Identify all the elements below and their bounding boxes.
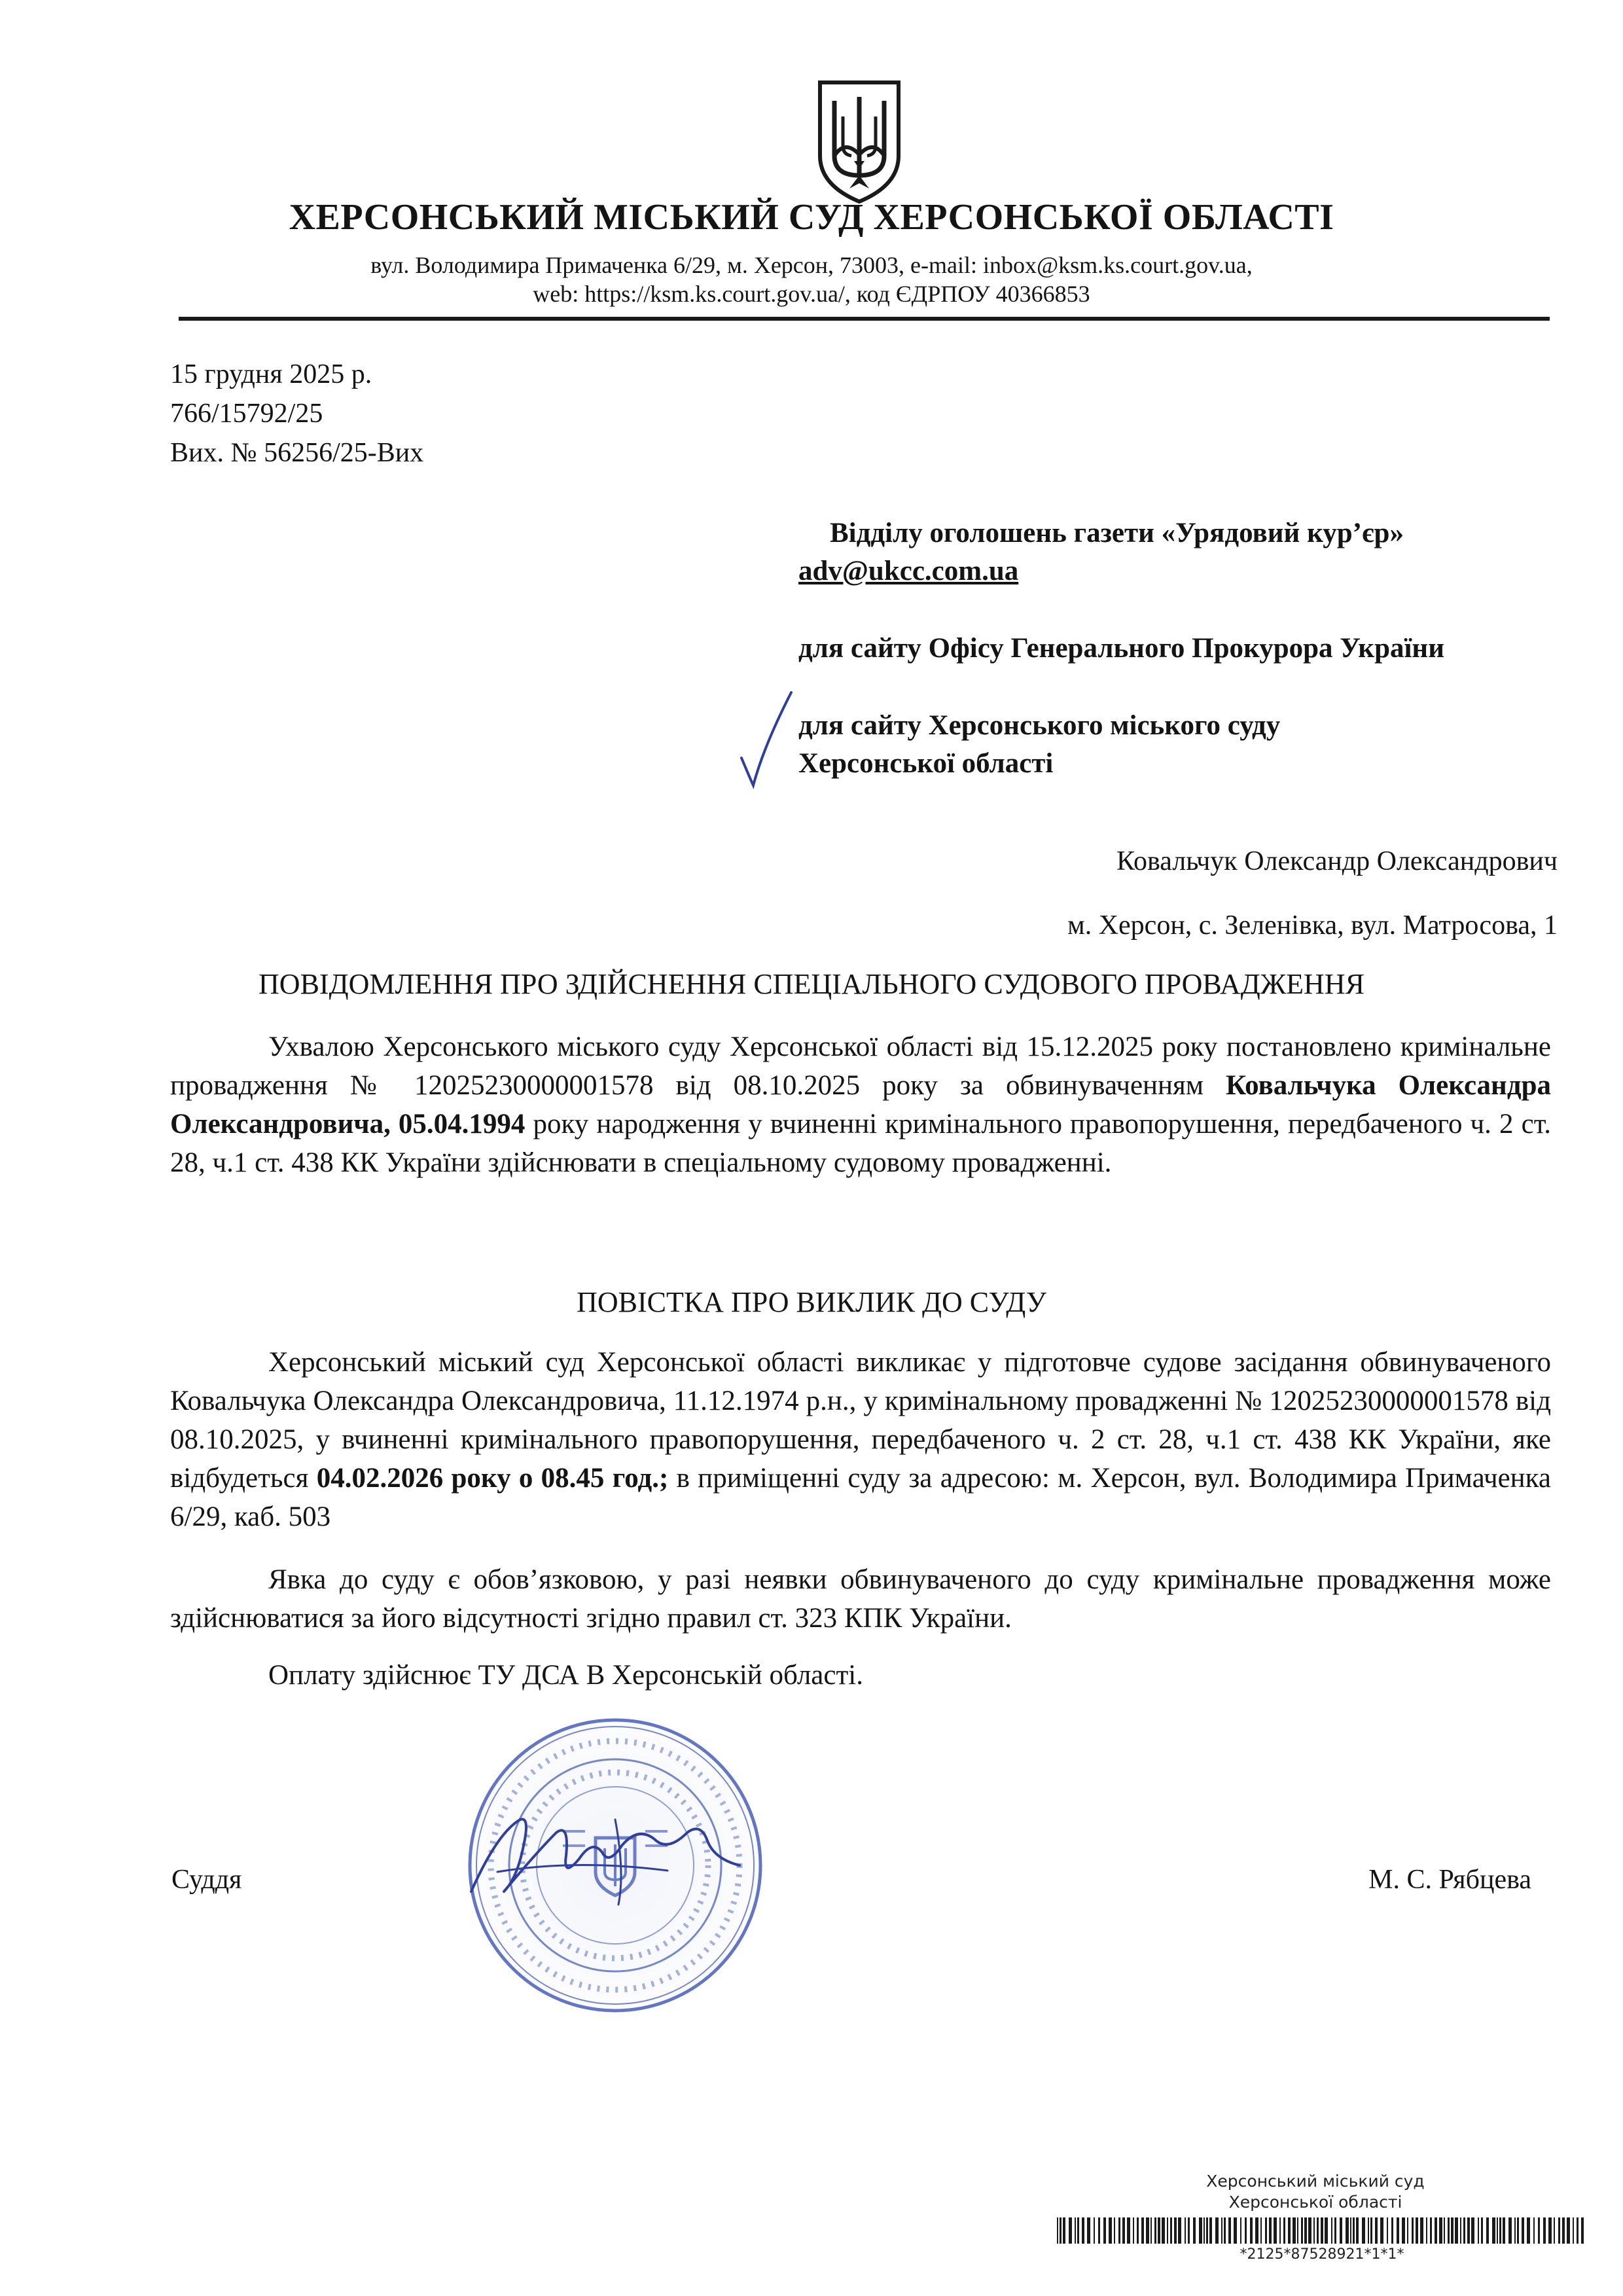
barcode-bar [1331,2217,1332,2244]
barcode-bar [1478,2217,1479,2244]
barcode-bar [1178,2217,1181,2244]
barcode-bar [1370,2217,1372,2244]
summons-payment-text: Оплату здійснює ТУ ДСА В Херсонській області. [268,1660,863,1691]
notice-heading: ПОВІДОМЛЕННЯ ПРО ЗДІЙСНЕННЯ СПЕЦІАЛЬНОГО СУДОВОГО ПРОВАДЖЕННЯ [259,968,1364,1000]
barcode-bar [1304,2217,1307,2244]
footer-court-line1: Херсонський міський суд [1206,2172,1425,2191]
barcode-bar [1279,2217,1281,2244]
barcode-bar [1356,2217,1359,2244]
barcode-bar [1103,2217,1106,2244]
barcode-bar [1260,2217,1262,2244]
barcode-bar [1577,2217,1578,2244]
barcode-bar [1087,2217,1090,2244]
barcode-bar [1240,2217,1241,2244]
barcode-bar [1508,2217,1512,2244]
summons-paragraph-2 [170,1560,1551,1638]
barcode-bar [1548,2217,1552,2244]
court-web-line: web: https://ksm.ks.court.gov.ua/, код ЄДРПОУ 40366853 [533,281,1090,307]
barcode-bar [1543,2217,1546,2244]
barcode-bar [1269,2217,1272,2244]
trident-coat-of-arms-icon [813,77,905,206]
barcode-bar [1375,2217,1378,2244]
barcode-icon [1057,2217,1587,2244]
barcode-bar [1098,2217,1100,2244]
barcode-bar [1444,2217,1445,2244]
barcode-bar [1562,2217,1565,2244]
addressee-court-site-line2: Херсонської області [798,748,1054,779]
barcode-bar [1522,2217,1524,2244]
barcode-bar [1368,2217,1369,2244]
barcode-bar [1412,2217,1414,2244]
barcode-bar [1204,2217,1205,2244]
barcode-bar [1199,2217,1202,2244]
barcode-bar [1387,2217,1388,2244]
barcode-bar [1127,2217,1130,2244]
barcode-code: *2125*87528921*1*1* [1240,2246,1404,2263]
barcode-bar [1463,2217,1465,2244]
barcode-bar [1460,2217,1461,2244]
barcode-bar [1234,2217,1237,2244]
barcode-bar [1174,2217,1177,2244]
handwritten-check-icon [736,687,795,792]
barcode-bar [1075,2217,1076,2244]
barcode-bar [1060,2217,1061,2244]
barcode-bar [1517,2217,1519,2244]
barcode-bar [1451,2217,1454,2244]
summons-text-part1: Херсонський міський суд Херсонської області викликає у підготовче судове засідання обвинуваченого Ковальчука Олександра Олександровича, 11.12.1974 р.н., у кримінальному провадженні № 12025230000001578 від 08.10.2025, у вчиненні кримінального правопорушення, передбаченого ч. 2 ст. 28, ч.1 ст. 438 КК України, яке відбудеться [170,1347,1551,1494]
summons-paragraph-3 [170,1656,1551,1695]
barcode-bar [1334,2217,1336,2244]
case-number: 766/15792/25 [170,399,323,429]
barcode-bar [1158,2217,1160,2244]
barcode-bar [1154,2217,1156,2244]
document-date: 15 грудня 2025 р. [170,359,372,389]
recipient-name: Ковальчук Олександр Олександрович [1116,846,1558,876]
barcode-bar [1430,2217,1432,2244]
addressee-newspaper: Відділу оголошень газети «Урядовий кур’єр» [830,518,1404,548]
barcode-bar [1455,2217,1458,2244]
barcode-bar [1492,2217,1495,2244]
barcode-bar [1439,2217,1442,2244]
summons-text-part2: в приміщенні суду за адресою: м. Херсон, вул. Володимира Примаченка 6/29, каб. 503 [170,1463,1552,1532]
barcode-bar [1321,2217,1323,2244]
court-name-title: ХЕРСОНСЬКИЙ МІСЬКИЙ СУД ХЕРСОНСЬКОЇ ОБЛАСТІ [289,197,1334,238]
barcode-bar [1118,2217,1120,2244]
barcode-bar [1340,2217,1342,2244]
barcode-bar [1069,2217,1072,2244]
barcode-bar [1228,2217,1231,2244]
barcode-bar [1206,2217,1208,2244]
barcode-bar [1317,2217,1319,2244]
barcode-bar [1185,2217,1186,2244]
barcode-bar [1288,2217,1291,2244]
summons-hearing-datetime: 04.02.2026 року о 08.45 год.; [316,1463,669,1494]
barcode-bar [1391,2217,1393,2244]
addressee-prosecutor-site: для сайту Офісу Генерального Прокурора України [798,633,1444,664]
barcode-bar [1274,2217,1277,2244]
notice-text-part2: року народження у вчиненні кримінального правопорушення, передбаченого ч. 2 ст. 28, ч.1 ст. 438 КК України здійснювати в спеціальному судовому провадженні. [170,1109,1551,1178]
barcode-bar [1133,2217,1134,2244]
court-address-line: вул. Володимира Примаченка 6/29, м. Херсон, 73003, e-mail: inbox@ksm.ks.court.gov.ua, [370,252,1253,278]
barcode-bar [1245,2217,1247,2244]
barcode-bar [1122,2217,1125,2244]
barcode-bar [1567,2217,1570,2244]
barcode-bar [1558,2217,1560,2244]
barcode-bar [1573,2217,1574,2244]
barcode-bar [1188,2217,1190,2244]
header-divider [179,317,1550,321]
barcode-bar [1486,2217,1489,2244]
barcode-bar [1503,2217,1505,2244]
barcode-bar [1353,2217,1355,2244]
barcode-bar [1397,2217,1399,2244]
barcode-bar [1209,2217,1212,2244]
footer-court-line2: Херсонської області [1228,2193,1402,2212]
notice-defendant-name: Ковальчука Олександра Олександровича, 05.04.1994 [170,1070,1551,1139]
barcode-bar [1141,2217,1144,2244]
handwritten-signature-icon [458,1793,759,1924]
outgoing-number: Вих. № 56256/25-Вих [170,438,424,468]
barcode-bar [1416,2217,1418,2244]
barcode-bar [1497,2217,1498,2244]
barcode-bar [1082,2217,1084,2244]
barcode-bar [1533,2217,1535,2244]
summons-attendance-text: Явка до суду є обов’язковою, у разі неявки обвинуваченого до суду кримінальне провадження може здійснюватися за його відсутності згідно правил ст. 323 КПК України. [170,1564,1551,1634]
barcode-bar [1109,2217,1112,2244]
notice-paragraph [170,1028,1551,1182]
barcode-bar [1407,2217,1408,2244]
barcode-bar [1114,2217,1115,2244]
barcode-bar [1170,2217,1172,2244]
barcode-bar [1057,2217,1058,2244]
barcode-bar [1481,2217,1483,2244]
signer-name: М. С. Рябцева [1368,1865,1531,1895]
barcode-bar [1435,2217,1437,2244]
barcode-bar [1283,2217,1285,2244]
recipient-address: м. Херсон, с. Зеленівка, вул. Матросова, 1 [1067,910,1558,941]
barcode-bar [1499,2217,1501,2244]
barcode-bar [1426,2217,1427,2244]
addressee-court-site-line1: для сайту Херсонського міського суду [798,710,1281,741]
summons-paragraph-1 [170,1343,1551,1536]
barcode-bar [1380,2217,1383,2244]
barcode-bar [1448,2217,1450,2244]
barcode-bar [1094,2217,1095,2244]
barcode-bar [1350,2217,1351,2244]
barcode-bar [1581,2217,1584,2244]
notice-text-part1: Ухвалою Херсонського міського суду Херсонської області від 15.12.2025 року постановлено кримінальне провадження № 12025230000001578 від 08.10.2025 року за обвинуваченням [170,1031,1551,1101]
barcode-bar [1224,2217,1226,2244]
barcode-bar [1325,2217,1328,2244]
barcode-bar [1538,2217,1540,2244]
barcode-bar [1467,2217,1470,2244]
barcode-bar [1301,2217,1303,2244]
barcode-bar [1313,2217,1315,2244]
barcode-bar [1250,2217,1253,2244]
addressee-newspaper-email[interactable]: adv@ukcc.com.ua [798,556,1019,586]
barcode-bar [1162,2217,1165,2244]
barcode-bar [1193,2217,1196,2244]
barcode-bar [1137,2217,1139,2244]
barcode-bar [1402,2217,1405,2244]
barcode-bar [1255,2217,1258,2244]
barcode-bar [1077,2217,1079,2244]
barcode-bar [1146,2217,1149,2244]
barcode-bar [1221,2217,1222,2244]
barcode-bar [1527,2217,1530,2244]
barcode-bar [1514,2217,1516,2244]
barcode-bar [1346,2217,1349,2244]
barcode-bar [1471,2217,1474,2244]
signer-role: Суддя [171,1865,242,1895]
barcode-bar [1420,2217,1423,2244]
barcode-bar [1308,2217,1311,2244]
barcode-bar [1293,2217,1296,2244]
barcode-bar [1150,2217,1152,2244]
barcode-bar [1554,2217,1555,2244]
barcode-bar [1167,2217,1168,2244]
barcode-bar [1362,2217,1365,2244]
barcode-bar [1215,2217,1219,2244]
barcode-bar [1297,2217,1298,2244]
summons-heading: ПОВІСТКА ПРО ВИКЛИК ДО СУДУ [577,1286,1046,1318]
barcode-bar [1265,2217,1267,2244]
barcode-bar [1063,2217,1065,2244]
